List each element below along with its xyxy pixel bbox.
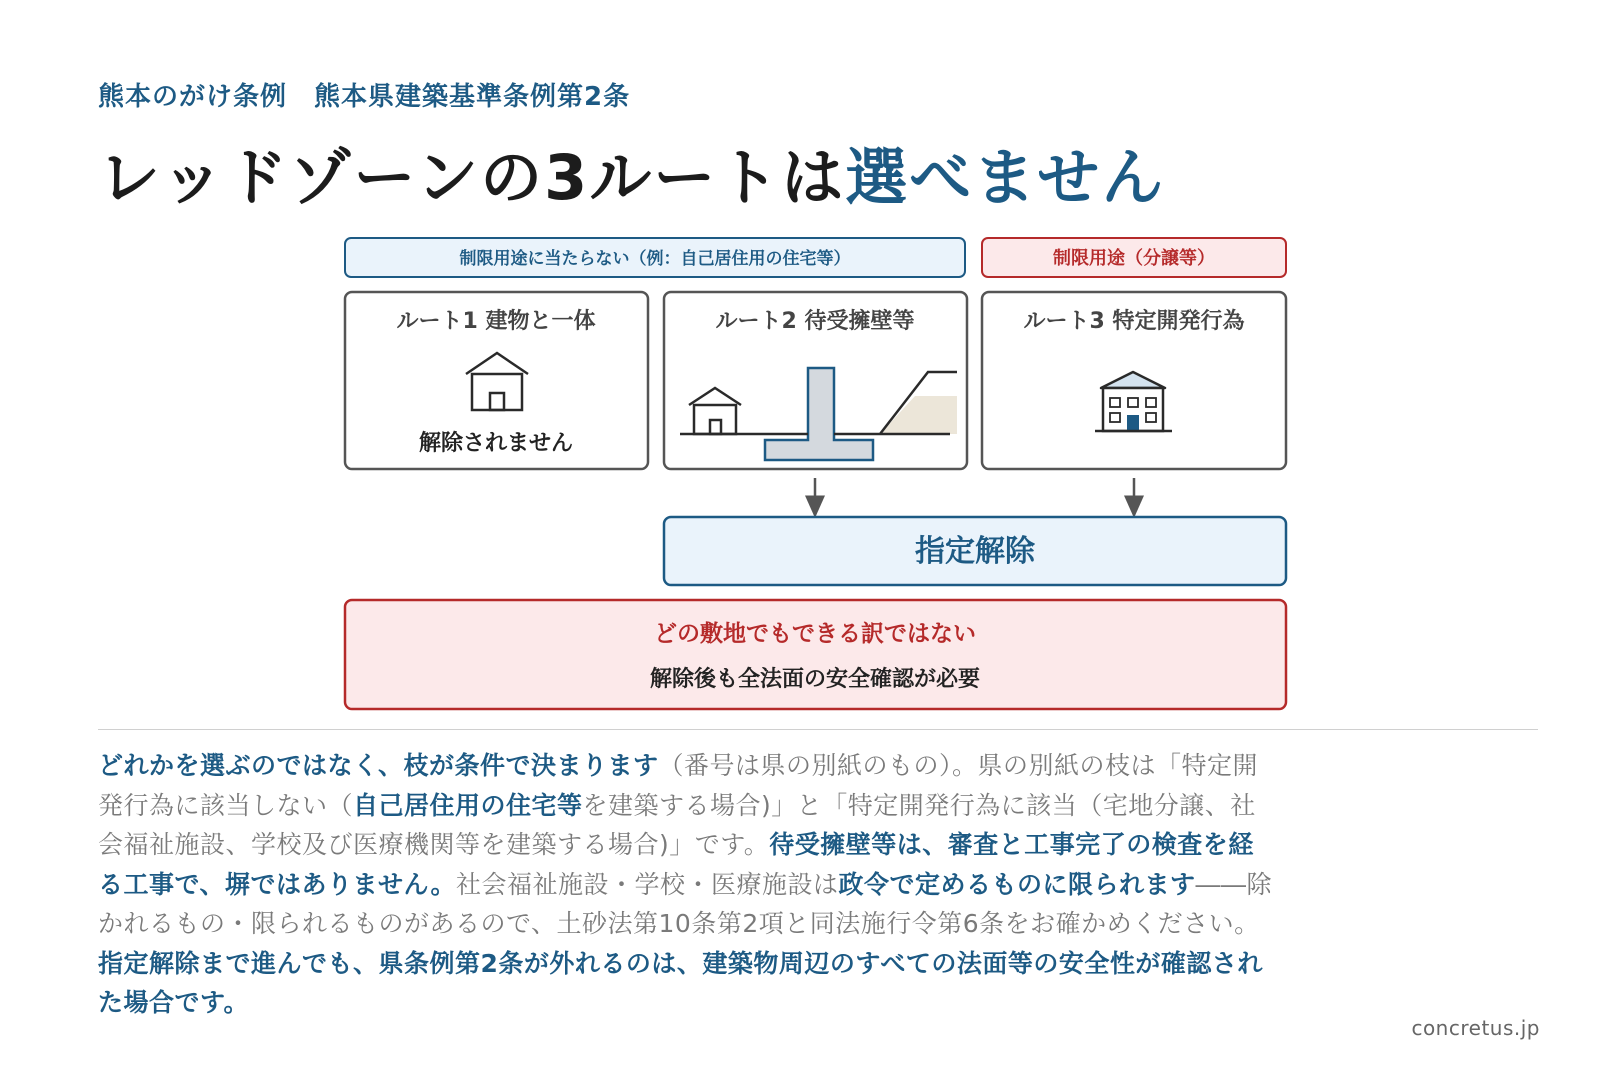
body-text: （番号は県の別紙のもの）。県の別紙の枝は「特定開発行為に該当しない（ (98, 751, 1259, 820)
route-1-title: ルート1 建物と一体 (396, 309, 596, 334)
body-highlight: 指定解除まで進んでも、県条例第2条が外れるのは、建築物周辺のすべての法面等の安全性が確認された場合です。 (98, 948, 1263, 1017)
route-3-title: ルート3 特定開発行為 (1023, 309, 1245, 334)
warning-sub: 解除後も全法面の安全確認が必要 (649, 667, 981, 692)
group-right-label: 制限用途（分譲等） (1053, 248, 1215, 269)
subtitle: 熊本のがけ条例 熊本県建築基準条例第2条 (98, 82, 631, 112)
route-1-note: 解除されません (418, 431, 574, 456)
body-highlight: 待受擁壁等は、審査と工事完了の検査を経る工事で、塀ではありません。 (98, 830, 1254, 899)
body-text: を建築する場合)」と「特定開発行為に該当（宅地分譲、社会福祉施設、学校及び医療機関等を建築する場合)」です。 (98, 790, 1256, 859)
body-highlight: 自己居住用の住宅等 (353, 790, 583, 820)
route-3-card (982, 292, 1286, 469)
warning-title: どの敷地でもできる訳ではない (654, 621, 976, 647)
body-text: ――除かれるもの・限られるものがあるので、土砂法第10条第2項と同法施行令第6条をお確かめください。 (98, 869, 1273, 938)
body-highlight: 政令で定めるものに限られます (838, 869, 1196, 899)
warning-box (345, 600, 1286, 709)
route-2-card (664, 292, 967, 469)
route-2-title: ルート2 待受擁壁等 (715, 309, 915, 334)
title-accent: 選べません (845, 141, 1166, 214)
divider (98, 729, 1538, 730)
group-left-label: 制限用途に当たらない（例：自己居住用の住宅等） (459, 249, 851, 269)
route-1-card (345, 292, 648, 469)
body-highlight: どれかを選ぶのではなく、枝が条件で決まります (98, 751, 659, 780)
site-footer: concretus.jp (1411, 1016, 1540, 1040)
result-label: 指定解除 (915, 534, 1035, 569)
body-paragraph (98, 746, 1278, 1023)
title-main: レッドゾーンの3ルートは (98, 141, 846, 214)
body-text: 社会福祉施設・学校・医療施設は (456, 869, 839, 899)
